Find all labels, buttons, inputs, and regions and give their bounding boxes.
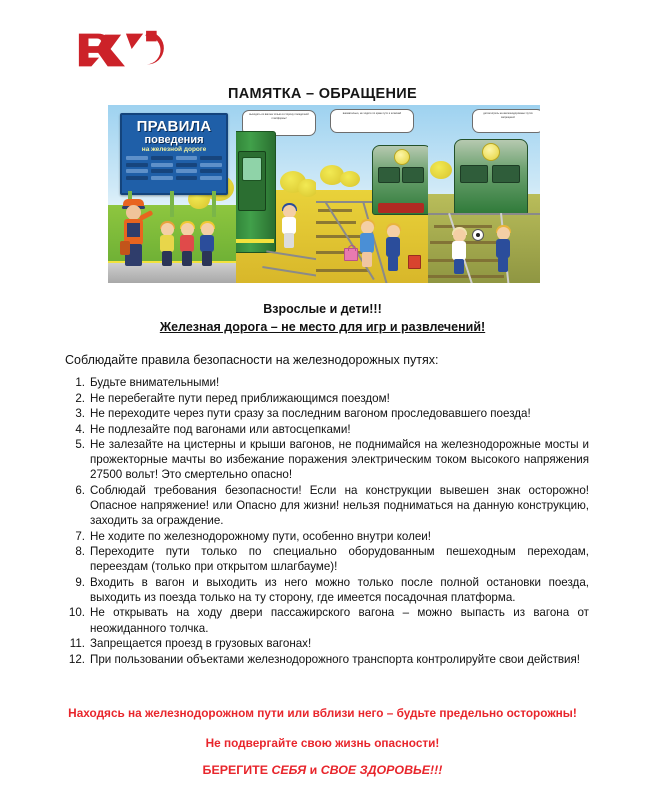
rule-text: Будьте внимательными! — [90, 376, 220, 389]
warning-take-care: БЕРЕГИТЕ — [202, 762, 272, 777]
rule-item — [65, 636, 589, 651]
child-figure — [198, 223, 216, 267]
board-cell — [126, 156, 148, 160]
poster-panel-boarding — [236, 105, 316, 283]
rule-text: Не залезайте на цистерны и крыши вагонов, не поднимайся на железнодорожные мосты и прожекторные мачты во избежание поражения электрическим током высокого напряжения 27500 вольт! Это смертельно опасно! — [90, 438, 589, 482]
board-row — [126, 163, 222, 167]
cab-window — [492, 165, 520, 183]
rzd-logo — [76, 26, 172, 74]
car-stripe — [236, 239, 274, 243]
board-cell — [151, 169, 173, 173]
tie — [318, 209, 352, 212]
rule-item — [65, 483, 589, 528]
child-playing-figure — [494, 227, 512, 273]
rule-text: Входить в вагон и выходить из него можно только после полной остановки поезда, выходить из поезда только на ту сторону, где имеется посадочная платформа. — [90, 575, 589, 604]
cab-window — [402, 167, 424, 183]
car-window — [242, 157, 262, 181]
board-row — [126, 156, 222, 160]
rule-item — [65, 575, 589, 605]
board-cell — [151, 163, 173, 167]
tree — [430, 161, 452, 179]
rule-text: При пользовании объектами железнодорожного транспорта контролируйте свои действия! — [90, 652, 581, 666]
child-figure — [158, 223, 176, 267]
board-cell — [126, 169, 148, 173]
poster-panel-children-playing — [428, 105, 540, 283]
rule-text: Не открывать на ходу двери пассажирского вагона – можно выпасть из вагона от неожиданного толчка. — [90, 606, 589, 635]
intro-text: Соблюдайте правила безопасности на железнодорожных путях: — [65, 353, 439, 367]
speech-bubble-warning: внимательно, не ходите по краю пути и шпалам! — [330, 109, 414, 133]
handbag — [344, 248, 358, 261]
rule-item — [65, 605, 589, 635]
page-title: ПАМЯТКА – ОБРАЩЕНИЕ — [228, 86, 417, 102]
board-cell — [176, 176, 198, 180]
board-cell — [126, 163, 148, 167]
heading-adults-and-children: Взрослые и дети!!! — [263, 302, 382, 316]
rule-item — [65, 406, 589, 421]
rule-text: Соблюдай требования безопасности! Если на конструкции вывешен знак осторожно! Опасное напряжение! или Опасно для жизни! нельзя подниматься на данную конструкцию, заходить за ограждение. — [90, 483, 589, 528]
board-cell — [176, 163, 198, 167]
rail — [428, 213, 540, 215]
suitcase — [408, 255, 421, 269]
rule-number: 2. — [75, 391, 85, 405]
cab-window — [460, 165, 488, 183]
rule-text: Не ходите по железнодорожному пути, особенно внутри колеи! — [90, 529, 432, 543]
rule-item — [65, 544, 589, 574]
speech-bubble-boarding: выходить из вагона только в сторону посадочной платформы! — [242, 110, 316, 136]
rule-number: 12. — [68, 652, 85, 666]
warning-yourself: СЕБЯ — [271, 762, 307, 777]
poster-panel-people-on-track — [316, 105, 428, 283]
rule-text: Переходите пути только по специально оборудованным пешеходным переходам, переездам (только при открытом шлагбауме)! — [90, 545, 589, 574]
board-cell — [200, 163, 222, 167]
board-cell — [200, 169, 222, 173]
rule-number: 11. — [69, 637, 85, 651]
board-title-line1: ПРАВИЛА — [136, 118, 212, 135]
tree — [340, 171, 360, 187]
warning-line-3 — [0, 763, 645, 777]
rule-number: 3. — [75, 407, 85, 421]
passenger-figure — [280, 205, 298, 249]
rule-item — [65, 437, 589, 482]
safety-rules-list — [65, 375, 589, 667]
board-row — [126, 176, 222, 180]
rule-number: 7. — [75, 529, 85, 543]
rule-text: Не переходите через пути сразу за последним вагоном проследовавшего поезда! — [90, 407, 531, 421]
final-warning-block — [0, 706, 645, 777]
boy-figure — [384, 225, 402, 273]
board-cell — [200, 176, 222, 180]
appeal-headings — [0, 300, 645, 337]
tie — [428, 275, 504, 278]
rule-item — [65, 391, 589, 406]
rule-text: Не подлезайте под вагонами или автосцепками! — [90, 422, 351, 436]
board-title-line2: поведения — [144, 134, 204, 146]
heading-railway-not-playground: Железная дорога – не место для игр и развлечений! — [159, 320, 486, 335]
board-cell — [176, 156, 198, 160]
tree — [298, 179, 316, 197]
board-cell — [151, 156, 173, 160]
rules-board — [120, 113, 228, 195]
rule-number: 8. — [75, 545, 85, 559]
warning-line-2: Не подвергайте свою жизнь опасности! — [205, 735, 440, 750]
rule-item — [65, 375, 589, 390]
rule-number: 4. — [75, 422, 85, 436]
rule-item — [65, 529, 589, 544]
child-figure — [178, 223, 196, 267]
warning-line-1: Находясь на железнодорожном пути или вблизи него – будьте предельно осторожны! — [68, 706, 577, 720]
rule-item — [65, 422, 589, 437]
board-cell — [176, 169, 198, 173]
board-title-line3: на железной дороге — [141, 146, 207, 153]
rule-text: Запрещается проезд в грузовых вагонах! — [90, 637, 312, 651]
railway-worker-figure — [120, 193, 150, 265]
child-playing-figure — [450, 229, 468, 275]
rule-number: 1. — [75, 376, 85, 389]
rule-number: 9. — [75, 575, 85, 589]
rzd-logo-icon — [76, 26, 172, 74]
board-cell — [126, 176, 148, 180]
rule-number: 10. — [68, 606, 85, 620]
rule-item — [65, 652, 589, 667]
locomotive-skirt — [378, 203, 424, 213]
rule-number: 5. — [75, 438, 85, 452]
warning-your-health: СВОЕ ЗДОРОВЬЕ!!! — [320, 762, 443, 777]
board-rules-rows — [122, 156, 226, 180]
warning-and: и — [306, 762, 321, 777]
headlamp-icon — [394, 149, 410, 165]
rule-text: Не перебегайте пути перед приближающимся поездом! — [90, 391, 390, 405]
woman-figure — [358, 221, 376, 271]
football-icon — [472, 229, 484, 241]
speech-bubble-prohibition: детям играть на железнодорожных путях запрещено! — [472, 109, 540, 133]
board-cell — [151, 176, 173, 180]
safety-poster-image — [108, 105, 540, 283]
tie — [316, 235, 360, 238]
poster-panel-station — [108, 105, 236, 283]
board-row — [126, 169, 222, 173]
cab-window — [378, 167, 400, 183]
rule-number: 6. — [75, 483, 85, 497]
headlamp-icon — [482, 143, 500, 161]
board-cell — [200, 156, 222, 160]
